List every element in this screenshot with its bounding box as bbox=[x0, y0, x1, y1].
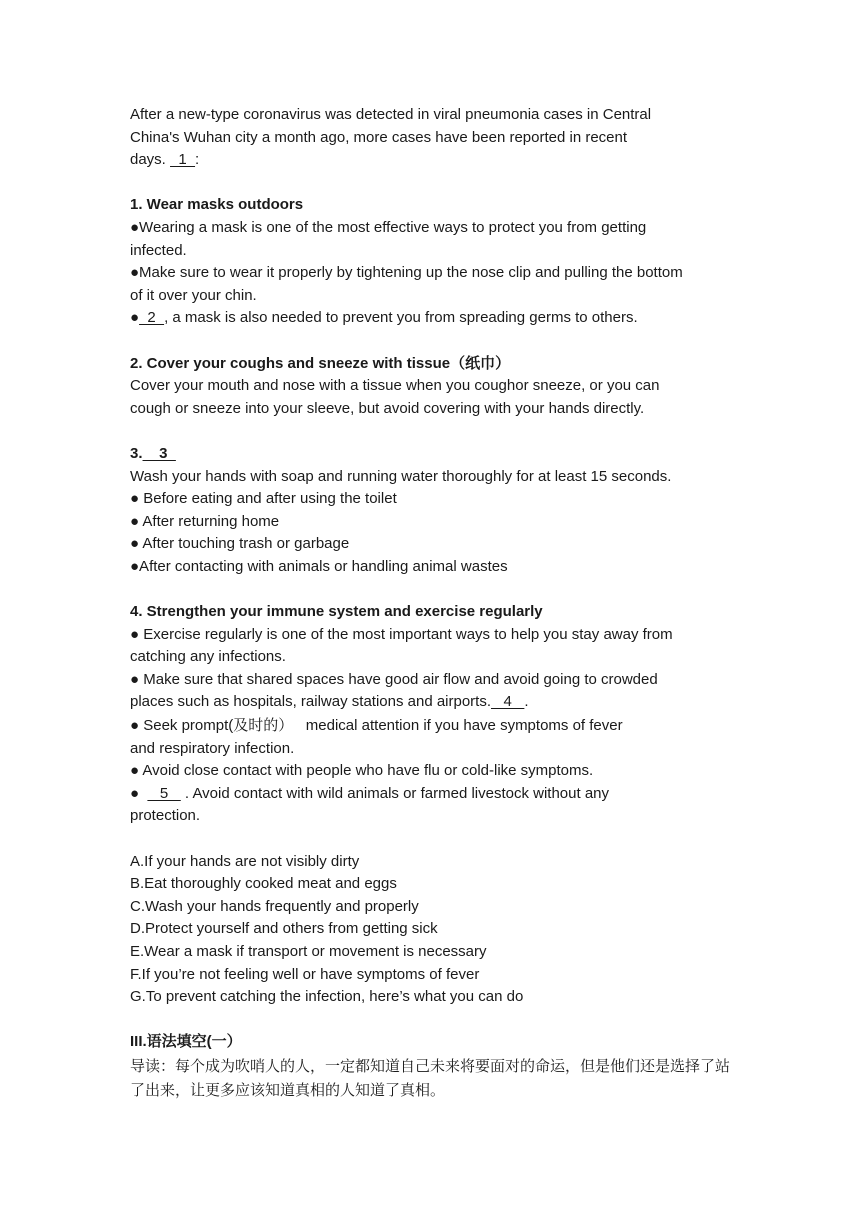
bullet-mark: ● bbox=[130, 309, 140, 327]
section-4-bullet-5-text: . Avoid contact with wild animals or farmed livestock without any bbox=[180, 784, 610, 802]
section-4-bullet-5-line-2: protection. bbox=[130, 807, 201, 825]
section-1-bullet-2-line-1: ●Make sure to wear it properly by tightening up the nose clip and pulling the bottom bbox=[130, 264, 683, 282]
section-4-bullet-3-line-1 bbox=[130, 714, 735, 738]
option-e: E.Wear a mask if transport or movement is necessary bbox=[130, 942, 487, 960]
option-d: D.Protect yourself and others from getting sick bbox=[130, 920, 438, 938]
section-2-line-1: Cover your mouth and nose with a tissue when you coughor sneeze, or you can bbox=[130, 377, 660, 395]
section-4-bullet-5-line-1 bbox=[130, 783, 735, 806]
bullet-mark: ● bbox=[130, 784, 148, 802]
intro-line-2: China's Wuhan city a month ago, more cases have been reported in recent bbox=[130, 128, 628, 146]
intro-days-text: days. bbox=[130, 151, 166, 169]
section-1-bullet-1-line-2: infected. bbox=[130, 241, 187, 259]
section-3-item: ● After returning home bbox=[130, 512, 280, 530]
section-4-bullet-4: ● Avoid close contact with people who have flu or cold-like symptoms. bbox=[130, 762, 594, 780]
option-c: C.Wash your hands frequently and properly bbox=[130, 897, 419, 915]
blank-3: 3 bbox=[142, 444, 176, 462]
blank-4: 4 bbox=[491, 693, 525, 711]
document-page bbox=[130, 104, 735, 1102]
section-3-heading bbox=[130, 443, 735, 466]
section-3-item: ● After touching trash or garbage bbox=[130, 535, 350, 553]
section-1-bullet-1-line-1: ●Wearing a mask is one of the most effective ways to protect you from getting bbox=[130, 218, 647, 236]
section-1-bullet-2-line-2: of it over your chin. bbox=[130, 286, 257, 304]
section-4-heading: 4. Strengthen your immune system and exercise regularly bbox=[130, 603, 543, 621]
section-2-line-2: cough or sneeze into your sleeve, but avoid covering with your hands directly. bbox=[130, 399, 645, 417]
section-3-item: ●After contacting with animals or handling animal wastes bbox=[130, 557, 508, 575]
period: . bbox=[524, 693, 529, 711]
section-4-bullet-2-line-1: ● Make sure that shared spaces have good air flow and avoid going to crowded bbox=[130, 670, 658, 688]
section-3-item: ● Before eating and after using the toilet bbox=[130, 490, 397, 508]
section-4-bullet-3-line-2: and respiratory infection. bbox=[130, 739, 295, 757]
section-4-bullet-3-zh: 及时的） bbox=[233, 716, 294, 735]
option-g: G.To prevent catching the infection, here’s what you can do bbox=[130, 988, 524, 1006]
section-3-line-1: Wash your hands with soap and running water thoroughly for at least 15 seconds. bbox=[130, 467, 672, 485]
part-3-guide: 导读：每个成为吹哨人的人，一定都知道自己未来将要面对的命运，但是他们还是选择了站了出来，让更多应该知道真相的人知道了真相。 bbox=[130, 1056, 731, 1099]
blank-1: 1 bbox=[170, 151, 196, 169]
section-4-bullet-1-line-1: ● Exercise regularly is one of the most important ways to help you stay away from bbox=[130, 625, 673, 643]
section-3-number: 3. bbox=[130, 444, 143, 462]
intro-line-1: After a new-type coronavirus was detected in viral pneumonia cases in Central bbox=[130, 106, 652, 123]
option-f: F.If you’re not feeling well or have symptoms of fever bbox=[130, 965, 480, 983]
intro-line-3 bbox=[130, 149, 735, 172]
intro-colon: : bbox=[195, 151, 200, 169]
section-2-heading: 2. Cover your coughs and sneeze with tissue（纸巾） bbox=[130, 354, 511, 372]
part-3-heading: III.语法填空(一） bbox=[130, 1033, 242, 1051]
section-1-bullet-3 bbox=[130, 307, 735, 330]
section-4-bullet-2-text: places such as hospitals, railway stations and airports. bbox=[130, 693, 492, 711]
section-4-bullet-3-post: medical attention if you have symptoms of fever bbox=[293, 717, 623, 735]
section-4-bullet-2-line-2 bbox=[130, 691, 735, 714]
section-1-heading: 1. Wear masks outdoors bbox=[130, 196, 304, 214]
section-1-bullet-3-text: , a mask is also needed to prevent you from spreading germs to others. bbox=[164, 309, 638, 327]
section-4-bullet-1-line-2: catching any infections. bbox=[130, 648, 286, 666]
option-a: A.If your hands are not visibly dirty bbox=[130, 852, 360, 870]
blank-2: 2 bbox=[139, 309, 165, 327]
blank-5: 5 bbox=[147, 784, 181, 802]
section-4-bullet-3-pre: ● Seek prompt( bbox=[130, 717, 234, 735]
option-b: B.Eat thoroughly cooked meat and eggs bbox=[130, 875, 397, 893]
